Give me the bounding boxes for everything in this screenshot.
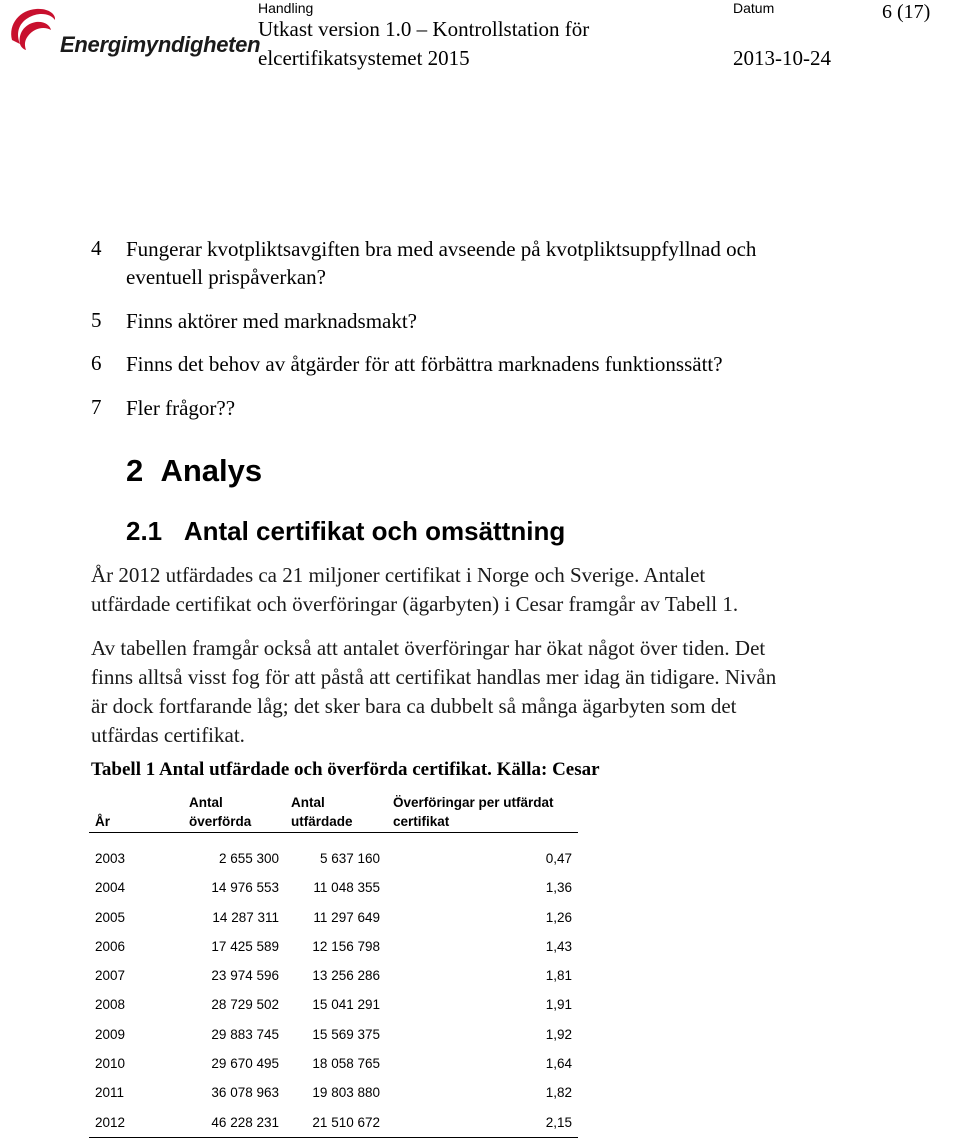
cell-transferred: 2 655 300 (218, 851, 279, 866)
table-caption: Tabell 1 Antal utfärdade och överförda certifikat. Källa: Cesar (91, 759, 600, 780)
table-body (89, 844, 578, 1138)
table-row (89, 844, 578, 873)
cell-ratio: 0,47 (545, 851, 572, 866)
cell-issued: 15 041 291 (312, 997, 380, 1013)
cell-transferred: 14 976 553 (211, 880, 279, 896)
cell-issued: 12 156 798 (312, 938, 380, 954)
table-header-row (89, 789, 578, 833)
table-row (89, 990, 578, 1019)
handling-line-2: elcertifikatsystemet 2015 (258, 46, 470, 70)
cell-transferred: 29 883 745 (211, 1026, 279, 1042)
cell-transferred: 23 974 596 (211, 968, 279, 984)
datum-value: 2013-10-24 (733, 46, 831, 70)
column-header-year: År (95, 814, 111, 829)
cell-transferred: 14 287 311 (212, 909, 279, 925)
question-number: 5 (91, 308, 102, 332)
question-item: Finns aktörer med marknadsmakt? (126, 309, 418, 333)
question-item: Fler frågor?? (126, 396, 236, 420)
cell-transferred: 28 729 502 (211, 997, 279, 1013)
question-item: Finns det behov av åtgärder för att förbättra marknadens funktionssätt? (126, 352, 723, 376)
page-number: 6 (17) (882, 1, 931, 23)
certificate-table (89, 789, 578, 1138)
logo-swoosh-icon (6, 4, 58, 62)
column-header-issued: Antal utfärdade (291, 795, 353, 829)
cell-ratio: 1,36 (545, 880, 572, 896)
question-number: 6 (91, 351, 102, 375)
cell-year: 2004 (95, 880, 126, 896)
table-row (89, 903, 578, 932)
cell-ratio: 2,15 (545, 1114, 572, 1130)
table-row (89, 1049, 578, 1078)
cell-ratio: 1,81 (545, 968, 572, 984)
cell-issued: 11 297 649 (313, 909, 380, 925)
cell-issued: 5 637 160 (319, 851, 380, 866)
cell-ratio: 1,91 (545, 997, 572, 1013)
handling-line-1: Utkast version 1.0 – Kontrollstation för (258, 17, 590, 41)
cell-issued: 13 256 286 (312, 968, 380, 984)
question-item: Fungerar kvotpliktsavgiften bra med avseende på kvotpliktsuppfyllnad och eventuell prispåverkan? (126, 237, 757, 289)
cell-transferred: 36 078 963 (211, 1085, 279, 1101)
cell-ratio: 1,82 (545, 1085, 572, 1101)
table-row (89, 873, 578, 902)
cell-issued: 15 569 375 (312, 1026, 380, 1042)
paragraph: År 2012 utfärdades ca 21 miljoner certifikat i Norge och Sverige. Antalet utfärdade certifikat och överföringar (ägarbyten) i Cesar framgår av Tabell 1. (91, 563, 739, 616)
column-header-transferred: Antal överförda (189, 795, 252, 829)
cell-year: 2007 (95, 968, 126, 984)
cell-ratio: 1,64 (545, 1056, 572, 1072)
section-heading: 2 Analys (126, 453, 263, 488)
table-row (89, 932, 578, 961)
cell-year: 2005 (95, 909, 126, 925)
handling-label: Handling (258, 0, 314, 16)
subsection-heading: 2.1 Antal certifikat och omsättning (126, 516, 566, 546)
cell-transferred: 46 228 231 (211, 1114, 279, 1130)
paragraph: Av tabellen framgår också att antalet överföringar har ökat något över tiden. Det finns alltså visst fog för att påstå att certifikat handlas mer idag än tidigare. Nivån är dock fortfarande låg; det sker bara ca dubbelt så många ägarbyten som det utfärdas certifikat. (91, 636, 777, 747)
table-row (89, 1078, 578, 1107)
cell-ratio: 1,92 (545, 1026, 572, 1042)
question-number: 7 (91, 395, 102, 419)
column-header-ratio: Överföringar per utfärdat certifikat (393, 795, 554, 829)
datum-label: Datum (733, 0, 775, 16)
energimyndigheten-logo: Energimyndigheten (6, 4, 58, 67)
table-row (89, 1020, 578, 1049)
cell-year: 2009 (95, 1026, 126, 1042)
table-row (89, 961, 578, 990)
cell-year: 2012 (95, 1114, 126, 1130)
cell-transferred: 29 670 495 (211, 1056, 279, 1072)
cell-issued: 19 803 880 (312, 1085, 380, 1101)
cell-ratio: 1,26 (545, 909, 572, 925)
cell-year: 2010 (95, 1056, 126, 1072)
cell-ratio: 1,43 (545, 938, 572, 954)
cell-year: 2006 (95, 938, 126, 954)
table-row (89, 1108, 578, 1138)
cell-transferred: 17 425 589 (211, 938, 279, 954)
cell-issued: 18 058 765 (312, 1056, 380, 1072)
cell-issued: 21 510 672 (312, 1114, 380, 1130)
question-number: 4 (91, 236, 102, 260)
cell-year: 2003 (95, 851, 126, 866)
cell-year: 2008 (95, 997, 126, 1013)
cell-issued: 11 048 355 (313, 880, 380, 896)
cell-year: 2011 (95, 1085, 125, 1101)
